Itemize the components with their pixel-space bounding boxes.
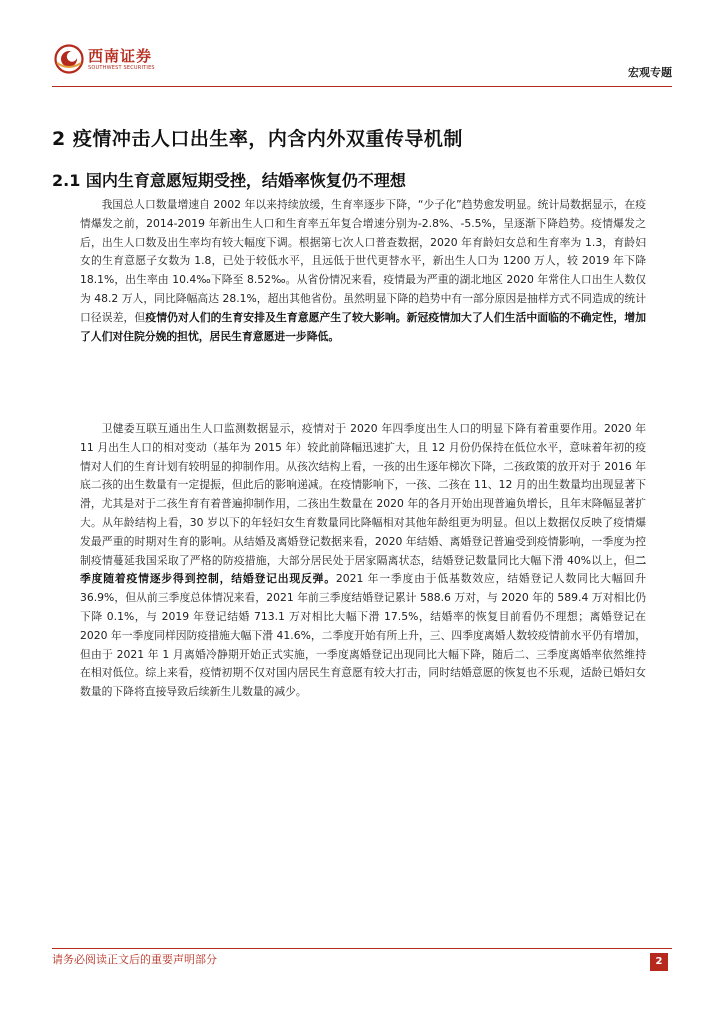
subsection-heading: 2.1 国内生育意愿短期受挫，结婚率恢复仍不理想 [52,171,406,190]
logo-text-group [88,47,155,72]
logo-name-en: SOUTHWEST SECURITIES [88,64,155,71]
paragraph-2-text-b: 2021 年一季度由于低基数效应，结婚登记人数同比大幅回升 36.9%，但从前三季度总体情况来看，2021 年前三季度结婚登记累计 588.6 万对，与 2020 年的 589.4 万对相比仍下降 0.1%，与 2019 年登记结婚 713.1 万对相比大幅下滑 17.5%，结婚率的恢复目前看仍不理想；离婚登记在 2020 年一季度同样因防疫措施大幅下滑 41.6%，二季度开始有所上升，三、四季度离婚人数较疫情前水平仍有增加，但由于 2021 年 1 月离婚冷静期开始正式实施，一季度离婚登记出现同比大幅下降，随后二、三季度离婚率依然维持在相对低位。综上来看，疫情初期不仅对国内居民生育意愿有较大打击，同时结婚意愿的恢复也不乐观，适龄已婚妇女数量的下降将直接导致后续新生儿数量的减少。 [80,572,646,699]
paragraph-2 [80,420,646,702]
logo-name-cn: 西南证券 [88,46,153,65]
footer-divider [52,948,672,949]
paragraph-1-text: 我国总人口数量增速自 2002 年以来持续放缓，生育率逐步下降，“少子化”趋势愈发明显。统计局数据显示，在疫情爆发之前，2014-2019 年新出生人口和生育率五年复合增速分别为-2.8%、-5.5%，呈逐渐下降趋势。疫情爆发之后，出生人口数及出生率均有较大幅度下调。根据第七次人口普查数据，2020 年育龄妇女总和生育率为 1.3，育龄妇女的生育意愿子女数为 1.8，已处于较低水平，且远低于世代更替水平，新出生人口为 1200 万人，较 2019 年下降 18.1%，出生率由 10.4‰下降至 8.52‰。从省份情况来看，疫情最为严重的湖北地区 2020 年常住人口出生人数仅为 48.2 万人，同比降幅高达 28.1%，超出其他省份。虽然明显下降的趋势中有一部分原因是抽样方式不同造成的统计口径误差，但 [80,198,646,324]
paragraph-1-bold: 疫情仍对人们的生育安排及生育意愿产生了较大影响。新冠疫情加大了人们生活中面临的不确定性，增加了人们对住院分娩的担忧，居民生育意愿进一步降低。 [80,310,647,343]
section-heading: 2 疫情冲击人口出生率，内含内外双重传导机制 [52,128,463,150]
report-category-label: 宏观专题 [628,66,672,79]
company-logo [54,44,155,74]
paragraph-1 [80,196,646,346]
header-divider [52,86,672,87]
disclaimer-notice: 请务必阅读正文后的重要声明部分 [52,953,217,966]
paragraph-2-bold: 二季度随着疫情逐步得到控制，结婚登记出现反弹。 [80,553,646,586]
page-number: 2 [650,953,668,971]
paragraph-2-text-a: 卫健委互联互通出生人口监测数据显示，疫情对于 2020 年四季度出生人口的明显下降有着重要作用。2020 年 11 月出生人口的相对变动（基年为 2015 年）较此前降幅迅速扩大，且 12 月份仍保持在低位水平，意味着年初的疫情对人们的生育计划有较明显的抑制作用。从孩次结构上看，一孩的出生逐年梯次下降，二孩政策的放开对于 2016 年底二孩的出生数量有一定提振，但此后的影响递减。在疫情影响下，一孩、二孩在 11、12 月的出生数量均出现显著下滑，尤其是对于二孩生育有着普遍抑制作用，二孩出生数量在 2020 年的各月开始出现普遍负增长，且年末降幅显著扩大。从年龄结构上看，30 岁以下的年轻妇女生育数量同比降幅相对其他年龄组更为明显。但以上数据仅反映了疫情爆发最严重的时期对生育的影响。从结婚及离婚登记数据来看，2020 年结婚、离婚登记普遍受到疫情影响，一季度为控制疫情蔓延我国采取了严格的防疫措施，大部分居民处于居家隔离状态，结婚登记数量同比大幅下滑 40%以上，但 [80,422,646,567]
southwest-securities-logo-icon [54,44,84,74]
page-header [0,0,724,90]
